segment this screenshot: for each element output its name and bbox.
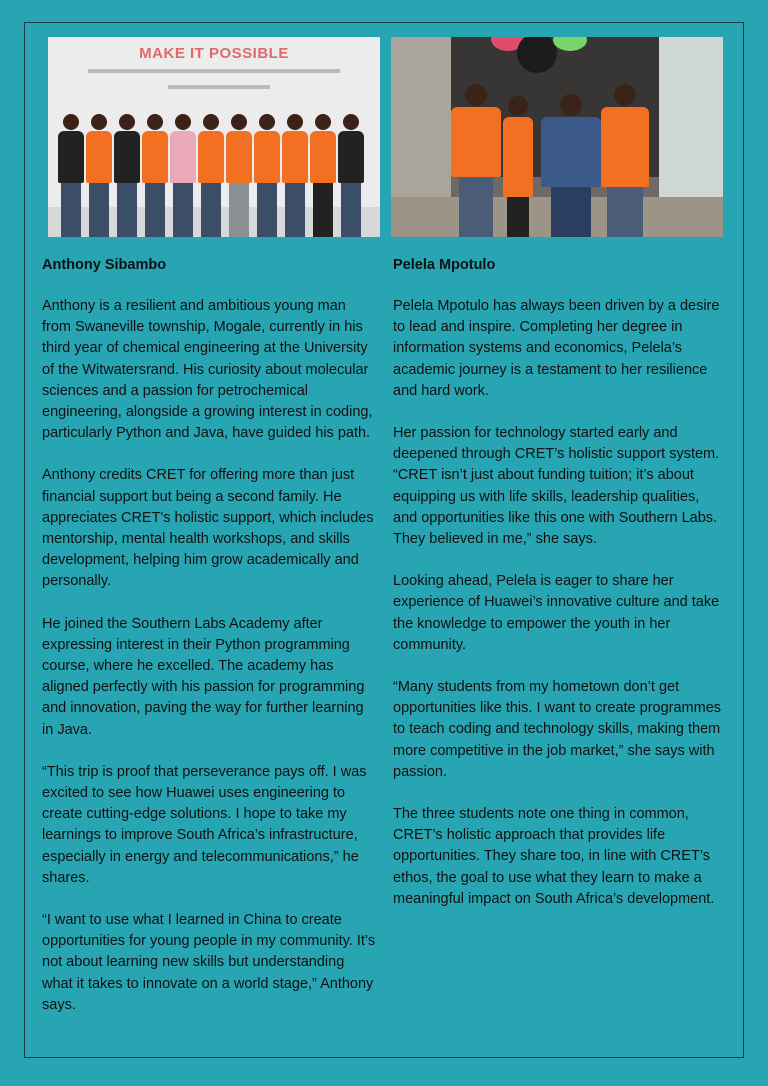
article-body-left xyxy=(42,296,376,1016)
paragraph: “This trip is proof that perseverance pays off. I was excited to see how Huawei uses engineering to create cutting-edge solutions. I hope to take my learnings to improve South Africa’s infrastructure, especially in energy and telecommunications,” he shares. xyxy=(42,763,367,886)
paragraph: “Many students from my hometown don’t get opportunities like this. I want to create programmes to teach coding and technology skills, making them more competitive in the job market,” she says with passion. xyxy=(393,679,722,780)
student-name-pelela: Pelela Mpotulo xyxy=(393,257,496,273)
page-frame xyxy=(24,22,744,1058)
paragraph: Pelela Mpotulo has always been driven by a desire to lead and inspire. Completing her degree in information systems and economics, Pelela’s academic journey is a testament to her resilience and hard work. xyxy=(393,298,720,399)
paragraph: Anthony credits CRET for offering more than just financial support but being a second family. He appreciates CRET's holistic support, which includes mentorship, mental health workshops, and skills development, helping him grow academically and personally. xyxy=(42,467,374,590)
group-photo-right xyxy=(391,37,723,237)
paragraph: He joined the Southern Labs Academy after expressing interest in their Python programming course, where he excelled. The academy has aligned perfectly with his passion for programming and innovation, paving the way for further learning in Java. xyxy=(42,615,365,738)
banner-title: MAKE IT POSSIBLE xyxy=(139,45,289,62)
group-photo-left xyxy=(48,37,380,237)
paragraph: Anthony is a resilient and ambitious young man from Swaneville township, Mogale, currently in his third year of chemical engineering at the University of the Witwatersrand. His curiosity about molecular sciences and a passion for petrochemical engineering, alongside a growing interest in coding, particularly Python and Java, have guided his path. xyxy=(42,298,373,442)
right-column xyxy=(393,23,727,931)
paragraph: Looking ahead, Pelela is eager to share her experience of Huawei’s innovative culture and take the knowledge to empower the youth in her community. xyxy=(393,573,720,653)
paragraph: Her passion for technology started early and deepened through CRET’s holistic support system. “CRET isn’t just about funding tuition; it’s about equipping us with life skills, leadership qualities, and opportunities like this one with Southern Labs. They believed in me,” she says. xyxy=(393,425,720,548)
article-body-right xyxy=(393,296,727,910)
student-name-anthony: Anthony Sibambo xyxy=(42,257,167,273)
paragraph: The three students note one thing in common, CRET’s holistic approach that provides life opportunities. They share too, in line with CRET’s ethos, the goal to use what they learn to make a meaningful impact on South Africa’s development. xyxy=(393,806,715,907)
paragraph: “I want to use what I learned in China to create opportunities for young people in my community. It’s not about learning new skills but understanding what it takes to innovate on a world stage,” Anthony says. xyxy=(42,912,376,1013)
left-column xyxy=(42,23,376,1037)
